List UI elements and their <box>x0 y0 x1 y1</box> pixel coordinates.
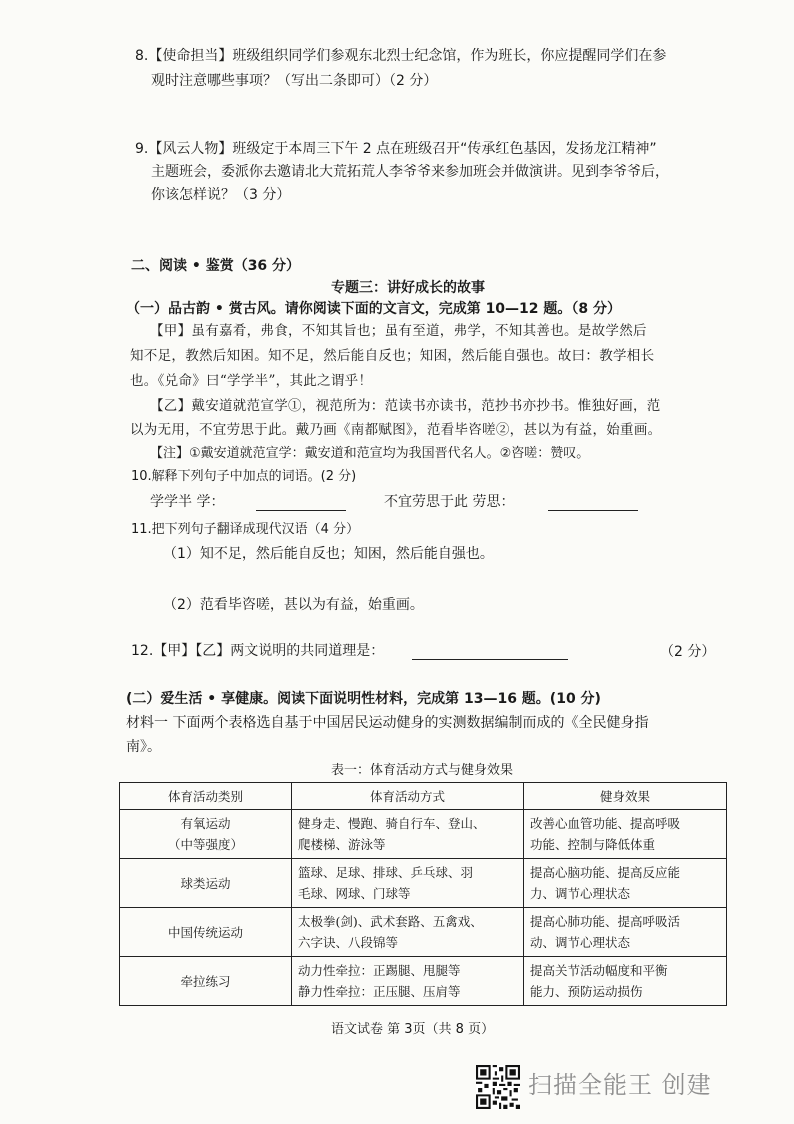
yi-line1: 【乙】戴安道就范宣学①，视范所为：范读书亦读书，范抄书亦抄书。惟独好画，范 <box>150 398 661 414</box>
cell-methods: 太极拳(剑)、武术套路、五禽戏、 六字诀、八段锦等 <box>292 908 524 957</box>
section-heading: 二、阅读 • 鉴赏（36 分） <box>131 258 301 274</box>
cell-effects: 提高关节活动幅度和平衡 能力、预防运动损伤 <box>524 957 727 1006</box>
q10-answer-blank-1[interactable] <box>256 510 346 511</box>
cell-effects: 改善心血管功能、提高呼吸 功能、控制与降低体重 <box>524 810 727 859</box>
cell-methods: 健身走、慢跑、骑自行车、登山、 爬楼梯、游泳等 <box>292 810 524 859</box>
material-line1: 材料一 下面两个表格选自基于中国居民运动健身的实测数据编制而成的《全民健身指 <box>126 715 649 731</box>
q10-heading: 10.解释下列句子中加点的词语。(2 分) <box>131 469 357 484</box>
q10-item1-label: 学学半 学： <box>150 494 225 510</box>
cell-methods: 篮球、足球、排球、乒乓球、羽 毛球、网球、门球等 <box>292 859 524 908</box>
material-line2: 南》。 <box>126 739 161 755</box>
fitness-table <box>119 782 727 1006</box>
q12-text: 12.【甲】【乙】两文说明的共同道理是： <box>131 643 385 659</box>
q11-heading: 11.把下列句子翻译成现代汉语（4 分） <box>131 522 360 537</box>
scanner-watermark: 扫描全能王 创建 <box>528 1071 712 1099</box>
q11-item1: （1）知不足，然后能自反也；知困，然后能自强也。 <box>163 546 494 562</box>
column-header: 体育活动类别 <box>120 783 292 810</box>
annotation-note: 【注】①戴安道就范宣学：戴安道和范宣均为我国晋代名人。②咨嗟：赞叹。 <box>150 446 590 461</box>
cell-category: 球类运动 <box>120 859 292 908</box>
table-row <box>120 810 727 859</box>
table-row <box>120 957 727 1006</box>
q11-item2: （2）范看毕咨嗟，甚以为有益，始重画。 <box>163 597 424 613</box>
topic-heading: 专题三：讲好成长的故事 <box>331 280 485 296</box>
jia-line1: 【甲】虽有嘉肴，弗食，不知其旨也；虽有至道，弗学，不知其善也。是故学然后 <box>150 323 647 339</box>
table-row <box>120 859 727 908</box>
cell-category: 中国传统运动 <box>120 908 292 957</box>
part1-heading: （一）品古韵 • 赏古风。请你阅读下面的文言文，完成第 10—12 题。（8 分） <box>126 301 622 317</box>
q9-line3: 你该怎样说？（3 分） <box>151 187 291 203</box>
page-number: 语文试卷 第 3页（共 8 页） <box>331 1022 495 1037</box>
jia-line3: 也。《兑命》曰“学学半”，其此之谓乎！ <box>130 373 373 389</box>
q10-answer-blank-2[interactable] <box>548 510 638 511</box>
cell-effects: 提高心肺功能、提高呼吸活 动、调节心理状态 <box>524 908 727 957</box>
cell-effects: 提高心脑功能、提高反应能 力、调节心理状态 <box>524 859 727 908</box>
cell-methods: 动力性牵拉：正踢腿、甩腿等 静力性牵拉：正压腿、压肩等 <box>292 957 524 1006</box>
q10-item2-label: 不宜劳思于此 劳思： <box>384 494 515 510</box>
yi-line2: 以为无用，不宜劳思于此。戴乃画《南都赋图》，范看毕咨嗟②，甚以为有益，始重画。 <box>130 422 662 438</box>
part2-heading: (二）爱生活 • 享健康。阅读下面说明性材料，完成第 13—16 题。(10 分) <box>126 691 601 707</box>
q8-line2: 观时注意哪些事项？（写出二条即可）（2 分） <box>151 73 438 89</box>
qr-code-icon <box>476 1065 520 1109</box>
q9-line2: 主题班会，委派你去邀请北大荒拓荒人李爷爷来参加班会并做演讲。见到李爷爷后， <box>151 164 669 180</box>
table-caption: 表一：体育活动方式与健身效果 <box>331 763 514 778</box>
cell-category: 牵拉练习 <box>120 957 292 1006</box>
q9-line1: 9.【风云人物】班级定于本周三下午 2 点在班级召开“传承红色基因，发扬龙江精神” <box>135 141 657 157</box>
q12-answer-blank[interactable] <box>412 659 568 660</box>
cell-category: 有氧运动 （中等强度） <box>120 810 292 859</box>
column-header: 体育活动方式 <box>292 783 524 810</box>
table-header-row <box>120 783 727 810</box>
column-header: 健身效果 <box>524 783 727 810</box>
jia-line2: 知不足，教然后知困。知不足，然后能自反也；知困，然后能自强也。故曰：教学相长 <box>130 348 655 364</box>
q12-score: （2 分） <box>660 644 716 660</box>
q8-line1: 8.【使命担当】班级组织同学们参观东北烈士纪念馆，作为班长，你应提醒同学们在参 <box>135 48 667 64</box>
table-row <box>120 908 727 957</box>
